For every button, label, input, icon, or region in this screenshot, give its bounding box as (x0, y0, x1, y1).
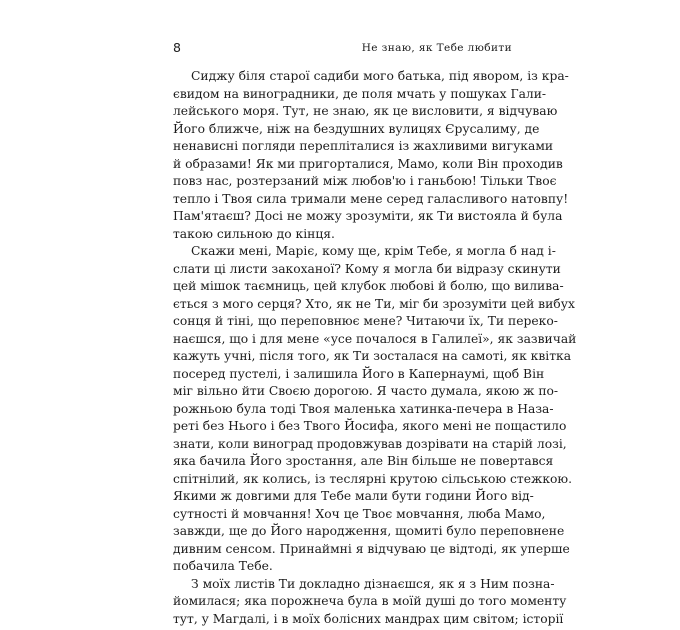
text-line: тут, у Магдалі, і в моїх болісних мандрах цим світом; історії (173, 611, 564, 626)
text-line: Його ближче, ніж на бездушних вулицях Єрусалиму, де (173, 121, 540, 136)
text-line: йомилася; яка порожнеча була в моїй душі до того моменту (173, 594, 567, 608)
text-line: цей мішок таємниць, цей клубок любові й болю, що вилива- (173, 279, 564, 293)
page-number: 8 (173, 40, 181, 55)
text-line: завжди, ще до Його народження, щомиті було переповнене (173, 524, 565, 538)
text-line: Пам'ятаєш? Досі не можу зрозуміти, як Ти вистояла й була (173, 209, 563, 223)
text-line: такою сильною до кінця. (173, 226, 335, 241)
text-line: наєшся, що і для мене «усе почалося в Галилеї», як зазвичай (173, 331, 577, 346)
text-line: лейського моря. Тут, не знаю, як це висловити, я відчуваю (173, 104, 558, 118)
body-text (173, 68, 577, 628)
text-line: ється з мого серця? Хто, як не Ти, міг би зрозуміти цей вибух (173, 296, 575, 311)
text-line: спітнілий, як колись, із теслярні крутою сільською стежкою. (173, 471, 573, 486)
text-line: рожньою була тоді Твоя маленька хатинка-печера в Наза- (173, 401, 554, 416)
text-line: сутності й мовчання! Хоч це Твоє мовчання, люба Мамо, (173, 506, 546, 521)
text-line: повз нас, розтерзаний між любов'ю і ганьбою! Тільки Твоє (173, 174, 557, 188)
text-line: знати, коли виноград продовжував дозрівати на старій лозі, (173, 436, 567, 451)
text-line: З моїх листів Ти докладно дізнаєшся, як я з Ним позна- (191, 576, 555, 591)
text-line: Скажи мені, Маріє, кому ще, крім Тебе, я могла б над і- (191, 244, 556, 258)
text-line: міг вільно йти Своєю дорогою. Я часто думала, якою ж по- (173, 384, 559, 398)
text-line: кажуть учні, після того, як Ти зосталася на самоті, як квітка (173, 349, 572, 363)
text-line: Якими ж довгими для Тебе мали бути години Його від- (173, 489, 534, 503)
text-line: слати ці листи закоханої? Кому я могла би відразу скинути (173, 261, 561, 276)
text-line: Сиджу біля старої садиби мого батька, під явором, із кра- (191, 69, 569, 83)
text-line: посеред пустелі, і залишила Його в Капернаумі, щоб Він (173, 366, 545, 381)
text-line: тепло і Твоя сила тримали мене серед галасливого натовпу! (173, 191, 569, 206)
text-line: реті без Нього і без Твого Йосифа, якого мені не пощастило (173, 419, 567, 433)
running-title: Не знаю, як Тебе любити (361, 42, 512, 54)
text-line: євидом на виноградники, де поля мчать у пошуках Гали- (173, 86, 547, 101)
text-line: яка бачила Його зростання, але Він більше не повертався (173, 454, 554, 468)
text-line: сонця й тіні, що переповнює мене? Читаючи їх, Ти переко- (173, 314, 558, 328)
text-line: ненависні погляди перепліталися із жахливими вигуками (173, 139, 554, 153)
text-line: дивним сенсом. Принаймні я відчуваю це відтоді, як уперше (173, 541, 570, 556)
text-line: побачила Тебе. (173, 559, 273, 573)
page-header (173, 40, 512, 60)
text-line: й образами! Як ми пригорталися, Мамо, коли Він проходив (173, 156, 563, 171)
